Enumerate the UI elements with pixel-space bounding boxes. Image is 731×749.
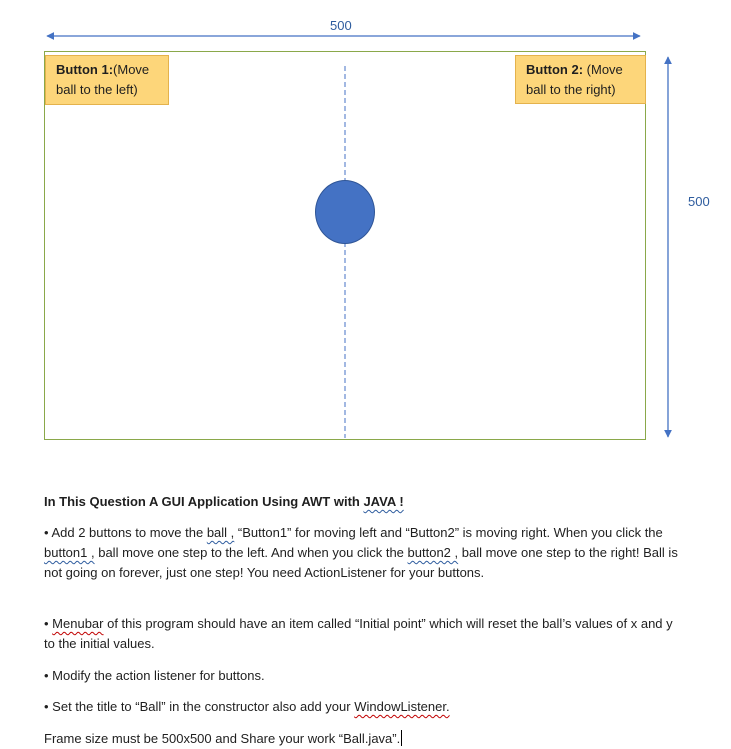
bullet-4 [44,697,684,717]
bullet2-rest: of this program should have an item called “Initial point” which will reset the ball’s values of x and y to the initial values. [44,616,673,651]
footer-text: Frame size must be 500x500 and Share your work “Ball.java”. [44,731,401,746]
bullet4-windowlistener: WindowListener. [354,699,450,714]
button2-desc: (Move ball to the right) [526,62,623,97]
ball [315,180,375,244]
frame-outline [44,51,646,440]
bullet4-pre: • Set the title to “Ball” in the constructor also add your [44,699,355,714]
bullet1-part-a: • Add 2 buttons to move the [44,525,207,540]
bullet-1 [44,523,684,583]
bullet1-button2: button2 , [407,545,459,560]
bullet1-button1: button1 , [44,545,95,560]
heading-text: In This Question A GUI Application Using AWT with [44,494,364,509]
bullet1-part-c: ball move one step to the left. And when you click the [94,545,408,560]
bullet1-ball: ball , [206,525,235,540]
width-label: 500 [330,18,352,33]
bullet2-menubar: Menubar [52,616,104,631]
button1-title: Button 1: [56,62,114,77]
footer-line [44,729,684,749]
button1-callout [45,55,169,105]
question-heading [44,492,684,512]
bullet-3: • Modify the action listener for buttons. [44,668,265,683]
bullet1-part-d: ball move one step to the right! Ball is not going on forever, just one step! You need ActionListener for your buttons. [44,545,678,580]
button2-callout [515,55,646,104]
heading-java: JAVA ! [363,494,404,509]
bullet1-part-b: “Button1” for moving left and “Button2” is moving right. When you click the [234,525,663,540]
bullet2-pre: • [44,616,53,631]
bullet-2 [44,614,684,654]
button2-title: Button 2: [526,62,584,77]
button1-desc: (Move ball to the left) [56,62,150,97]
text-cursor [401,730,402,746]
height-label: 500 [688,194,710,209]
